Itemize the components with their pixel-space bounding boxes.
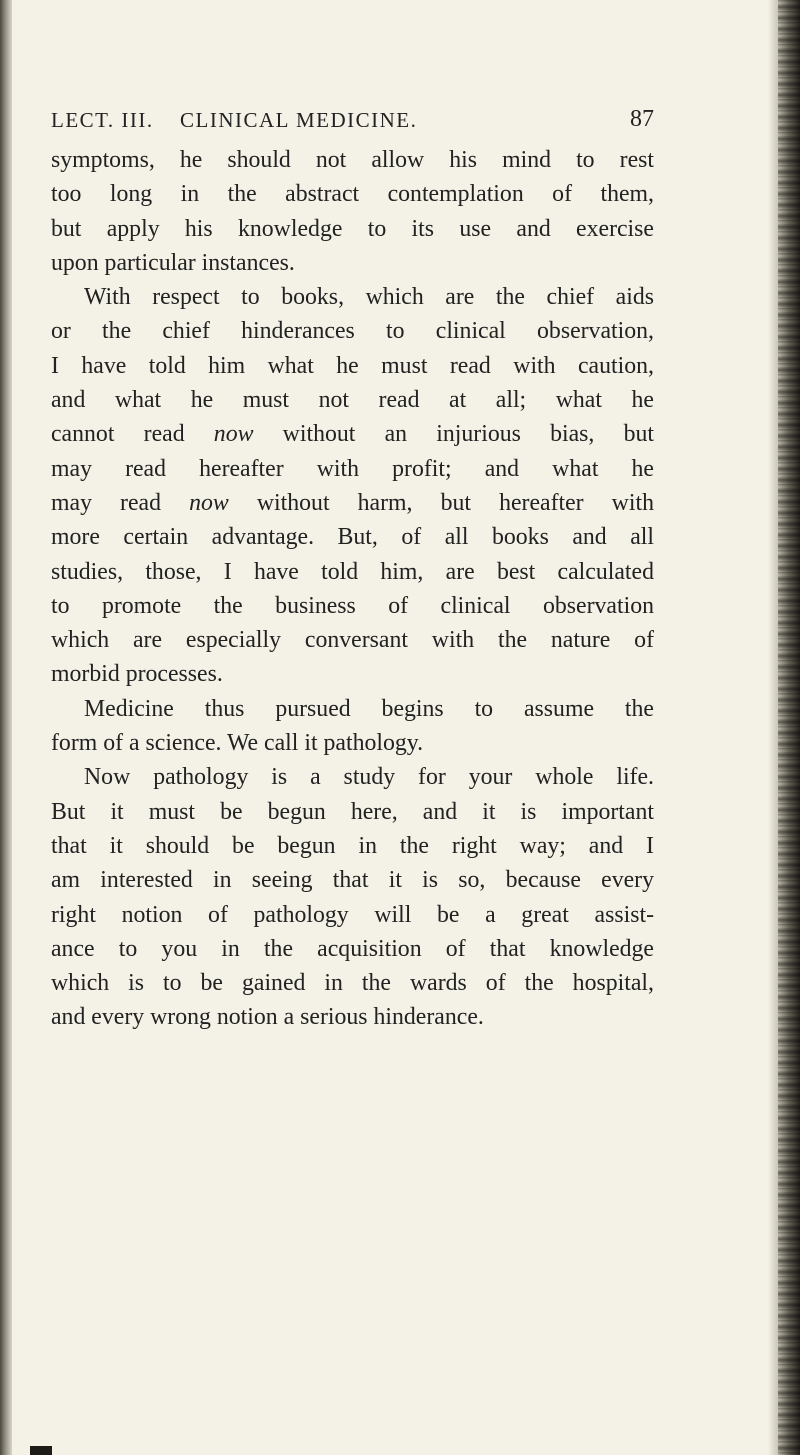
text-line: right notion of pathology will be a great assist- [51, 901, 654, 928]
text-line: upon particular instances. [51, 249, 295, 276]
page-number: 87 [630, 106, 654, 132]
text-line: form of a science. We call it pathology. [51, 730, 424, 757]
text-line: studies, those, I have told him, are best calculated [51, 558, 654, 585]
text-line: With respect to books, which are the chief aids [84, 284, 654, 311]
scan-right-shadow [768, 0, 778, 1455]
text-segment: cannot read [51, 421, 214, 448]
text-line [51, 486, 654, 520]
text-line: which is to be gained in the wards of the hospital, [51, 970, 654, 997]
text-line: am interested in seeing that it is so, because every [51, 867, 654, 894]
text-line: and every wrong notion a serious hinderance. [51, 1004, 484, 1031]
italic-word: now [189, 489, 229, 516]
text-line: But it must be begun here, and it is important [51, 798, 654, 825]
text-line: ance to you in the acquisition of that knowledge [51, 935, 654, 962]
text-line: morbid processes. [51, 661, 223, 688]
text-line: that it should be begun in the right way; and I [51, 832, 654, 859]
text-line: or the chief hinderances to clinical observation, [51, 318, 654, 345]
running-header [51, 108, 654, 136]
text-segment: without an injurious bias, but [253, 421, 654, 448]
text-line: to promote the business of clinical observation [51, 592, 654, 619]
scan-left-edge [0, 0, 12, 1455]
text-line [51, 417, 654, 451]
text-segment: may read [51, 489, 190, 516]
text-line: Medicine thus pursued begins to assume the [84, 695, 654, 722]
italic-word: now [213, 421, 254, 448]
scan-mark [30, 1446, 52, 1455]
text-line: may read hereafter with profit; and what he [51, 455, 654, 482]
text-line: Now pathology is a study for your whole life. [84, 764, 654, 791]
scan-right-edge [778, 0, 800, 1455]
text-segment: without harm, but hereafter with [228, 489, 654, 516]
text-line: and what he must not read at all; what he [51, 387, 654, 414]
body-text [51, 143, 654, 1035]
header-title: CLINICAL MEDICINE. [180, 108, 418, 132]
text-line: more certain advantage. But, of all books and all [51, 524, 654, 551]
text-line: which are especially conversant with the nature of [51, 627, 654, 654]
header-lecture: LECT. III. [51, 108, 154, 132]
text-line: symptoms, he should not allow his mind to rest [51, 147, 654, 173]
text-line: but apply his knowledge to its use and exercise [51, 215, 654, 242]
text-line: I have told him what he must read with caution, [51, 352, 654, 379]
text-line: too long in the abstract contemplation of them, [51, 181, 654, 208]
